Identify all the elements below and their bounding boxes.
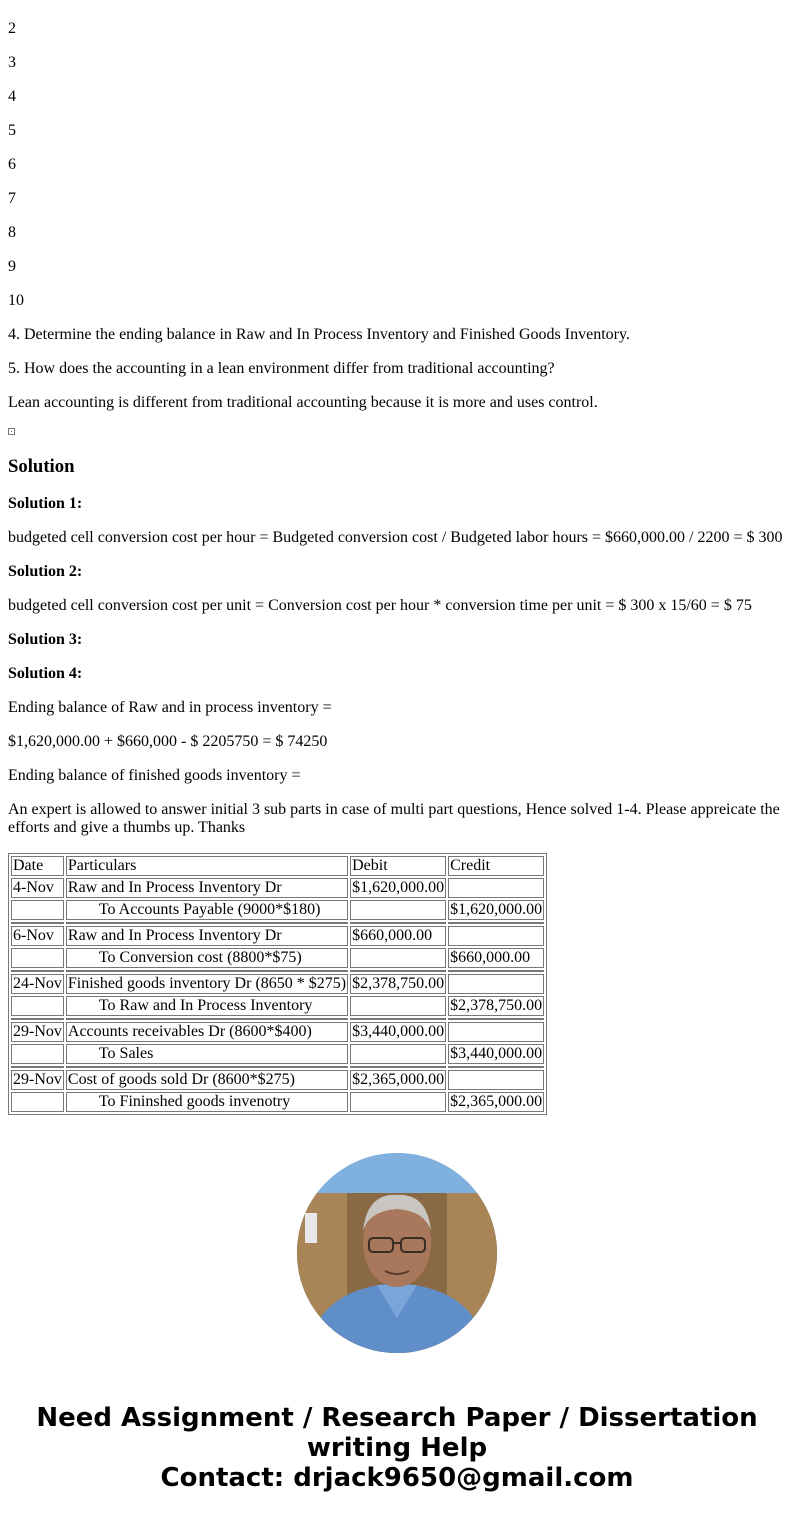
solution-1-text: budgeted cell conversion cost per hour = Budgeted conversion cost / Budgeted labor hours = $660,000.00 / 2200 = $ 300 — [8, 529, 783, 546]
question-5: 5. How does the accounting in a lean environment differ from traditional accounting? — [8, 360, 555, 377]
header-particulars: Particulars — [66, 856, 348, 876]
table-row — [11, 926, 544, 946]
list-number: 6 — [8, 156, 16, 173]
list-number: 2 — [8, 20, 16, 37]
table-row — [11, 1092, 544, 1112]
cell-date — [11, 1044, 64, 1064]
cell-debit: $2,378,750.00 — [352, 975, 445, 992]
promo-banner — [0, 1403, 794, 1493]
cell-credit — [448, 878, 544, 898]
promo-line-1: Need Assignment / Research Paper / Dissertation — [36, 1403, 758, 1433]
broken-image-icon — [8, 428, 15, 435]
cell-particulars: Raw and In Process Inventory Dr — [66, 878, 348, 898]
table-row — [11, 996, 544, 1016]
cell-date: 29-Nov — [13, 1071, 62, 1088]
list-number: 8 — [8, 224, 16, 241]
table-row — [11, 1022, 544, 1042]
table-row — [11, 974, 544, 994]
cell-particulars: To Fininshed goods invenotry — [66, 1092, 348, 1112]
avatar — [297, 1153, 497, 1353]
cell-credit — [448, 926, 544, 946]
question-4: 4. Determine the ending balance in Raw and In Process Inventory and Finished Goods Inventory. — [8, 326, 630, 343]
table-separator-row — [11, 922, 544, 924]
list-number: 3 — [8, 54, 16, 71]
cell-date: 29-Nov — [13, 1023, 62, 1040]
solution-2-text: budgeted cell conversion cost per unit = Conversion cost per hour * conversion time per unit = $ 300 x 15/60 = $ 75 — [8, 597, 752, 614]
cell-debit: $1,620,000.00 — [352, 879, 445, 896]
cell-date: 4-Nov — [11, 878, 64, 898]
cell-credit: $3,440,000.00 — [450, 1045, 543, 1062]
header-debit: Debit — [350, 856, 446, 876]
cell-credit: $660,000.00 — [448, 948, 544, 968]
promo-line-2: writing Help — [306, 1433, 488, 1463]
list-number: 7 — [8, 190, 16, 207]
cell-debit — [350, 900, 446, 920]
header-credit: Credit — [448, 856, 544, 876]
solution-heading: Solution — [8, 456, 75, 477]
header-date: Date — [11, 856, 64, 876]
cell-debit — [350, 996, 446, 1016]
cell-particulars: To Sales — [66, 1044, 348, 1064]
cell-particulars: Raw and In Process Inventory Dr — [66, 926, 348, 946]
cell-particulars: To Accounts Payable (9000*$180) — [66, 900, 348, 920]
list-number: 10 — [8, 292, 24, 309]
promo-contact: Contact: drjack9650@gmail.com — [160, 1463, 634, 1493]
cell-particulars: To Conversion cost (8800*$75) — [66, 948, 348, 968]
cell-particulars: Accounts receivables Dr (8600*$400) — [66, 1022, 348, 1042]
table-separator-row — [11, 970, 544, 972]
cell-date — [11, 948, 64, 968]
cell-particulars: To Raw and In Process Inventory — [66, 996, 348, 1016]
table-row — [11, 948, 544, 968]
journal-entries-table — [8, 853, 547, 1115]
avatar-portrait-image — [297, 1153, 497, 1353]
cell-debit — [350, 1044, 446, 1064]
cell-credit: $1,620,000.00 — [450, 901, 543, 918]
answer-text: Lean accounting is different from traditional accounting because it is more and uses control. — [8, 394, 598, 411]
solution-4-line-1: Ending balance of Raw and in process inventory = — [8, 699, 332, 716]
cell-date: 6-Nov — [11, 926, 64, 946]
expert-note: An expert is allowed to answer initial 3 sub parts in case of multi part questions, Hence solved 1-4. Please appreicate the efforts and give a thumbs up. Thanks — [8, 801, 780, 836]
cell-debit: $2,365,000.00 — [352, 1071, 445, 1088]
cell-date: 24-Nov — [13, 975, 62, 992]
cell-debit: $3,440,000.00 — [352, 1023, 445, 1040]
table-row — [11, 1044, 544, 1064]
table-row — [11, 900, 544, 920]
cell-date — [11, 996, 64, 1016]
list-number: 9 — [8, 258, 16, 275]
cell-date — [11, 1092, 64, 1112]
solution-2-label: Solution 2: — [8, 563, 83, 580]
cell-particulars: Cost of goods sold Dr (8600*$275) — [66, 1070, 348, 1090]
cell-credit — [448, 1022, 544, 1042]
cell-particulars: Finished goods inventory Dr (8650 * $275) — [67, 975, 347, 992]
cell-debit — [350, 1092, 446, 1112]
solution-4-line-2: $1,620,000.00 + $660,000 - $ 2205750 = $ 74250 — [8, 733, 328, 750]
cell-credit: $2,365,000.00 — [450, 1093, 543, 1110]
cell-date — [11, 900, 64, 920]
table-separator-row — [11, 1066, 544, 1068]
table-separator-row — [11, 1018, 544, 1020]
table-row — [11, 1070, 544, 1090]
cell-credit — [448, 974, 544, 994]
solution-4-label: Solution 4: — [8, 665, 83, 682]
table-header-row — [11, 856, 544, 876]
solution-3-label: Solution 3: — [8, 631, 83, 648]
list-number: 4 — [8, 88, 16, 105]
cell-debit: $660,000.00 — [350, 926, 446, 946]
solution-4-line-3: Ending balance of finished goods inventory = — [8, 767, 301, 784]
cell-credit: $2,378,750.00 — [450, 997, 543, 1014]
cell-credit — [448, 1070, 544, 1090]
list-number: 5 — [8, 122, 16, 139]
solution-1-label: Solution 1: — [8, 495, 83, 512]
table-row — [11, 878, 544, 898]
cell-debit — [350, 948, 446, 968]
